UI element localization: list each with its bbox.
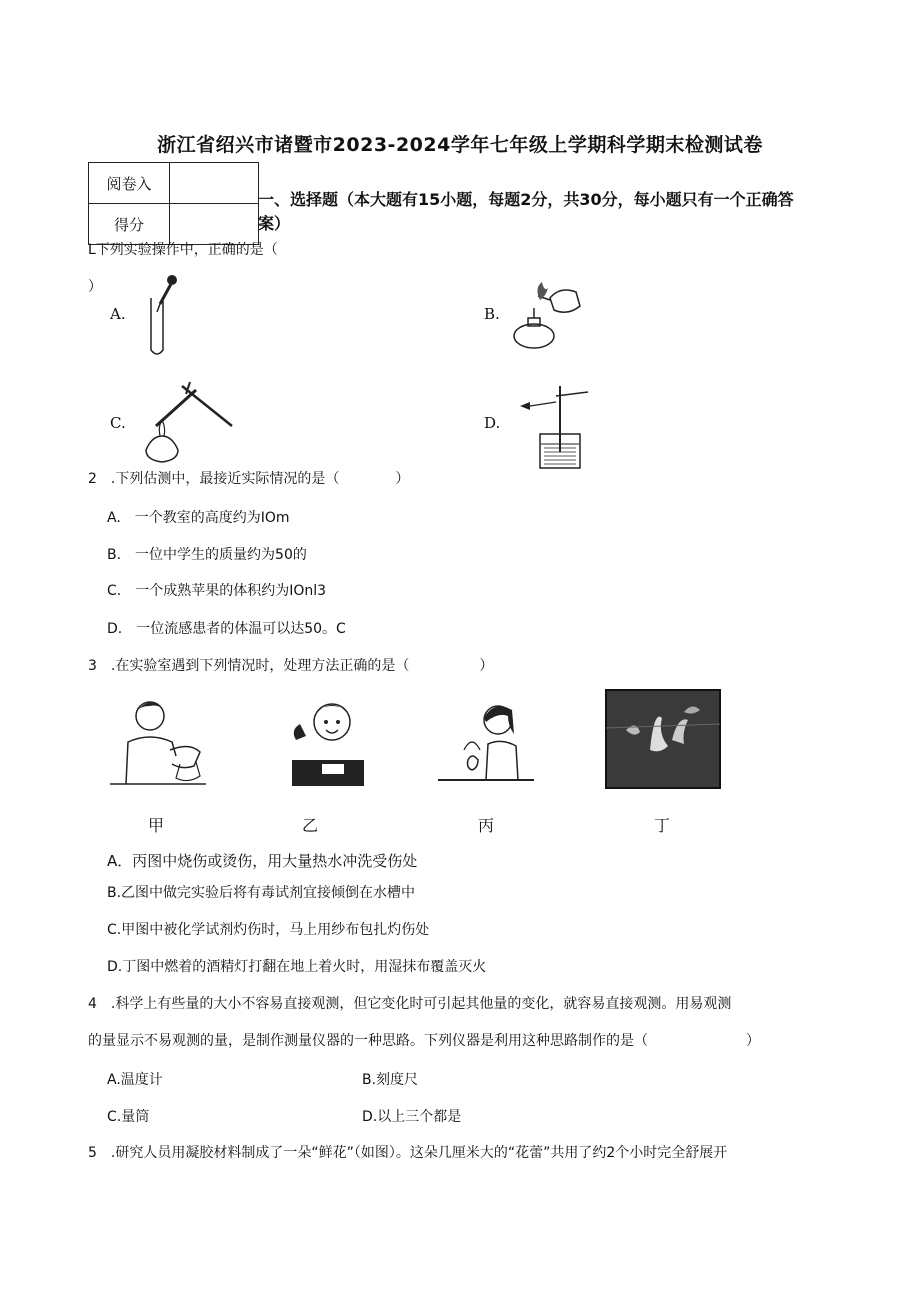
- reviewer-label: 阅卷入: [89, 163, 170, 204]
- score-cell: [170, 204, 259, 245]
- section-heading-line1: 一、选择题（本大题有15小题，每题2分，共30分，每小题只有一个正确答: [258, 190, 794, 209]
- q1-stem-close: ）: [88, 279, 102, 295]
- q4-stem-line1: 4 .科学上有些量的大小不容易直接观测，但它变化时可引起其他量的变化，就容易直接观测。用易观测: [88, 996, 732, 1012]
- q2-option-d: D. 一位流感患者的体温可以达50。C: [107, 621, 346, 637]
- q3-option-d: D.丁图中燃着的酒精灯打翻在地上着火时，用湿抹布覆盖灭火: [107, 959, 487, 975]
- q2-option-b: B. 一位中学生的质量约为50的: [107, 547, 307, 563]
- score-table: [88, 162, 259, 245]
- girl-heating-image: [438, 694, 534, 790]
- beaker-thermometer-figure: [516, 382, 596, 470]
- q4-option-a: A.温度计: [107, 1072, 163, 1088]
- boy-pouring-reagent-image: [288, 694, 368, 790]
- alcohol-lamp-lighting-figure: [512, 278, 586, 354]
- q5-stem: 5 .研究人员用凝胶材料制成了一朵“鲜花”（如图）。这朵几厘米大的“花蕾”共用了约2个小时完全舒展开: [88, 1145, 728, 1161]
- q2-option-a: A. 一个教室的高度约为IOm: [107, 510, 290, 526]
- q1-option-a-label: A.: [110, 305, 126, 323]
- alcohol-fire-photo: [606, 690, 720, 788]
- q1-option-c-label: C.: [110, 414, 126, 432]
- page-title: 浙江省绍兴市诸暨市2023-2024学年七年级上学期科学期末检测试卷: [157, 134, 763, 156]
- caption-jia: 甲: [148, 816, 165, 835]
- reviewer-cell: [170, 163, 259, 204]
- heating-test-tube-figure: [138, 380, 236, 466]
- caption-ding: 丁: [654, 816, 671, 835]
- q4-option-c: C.量筒: [107, 1109, 150, 1125]
- q3-option-c: C.甲图中被化学试剂灼伤时，马上用纱布包扎灼伤处: [107, 922, 430, 938]
- q3-stem: 3 .在实验室遇到下列情况时，处理方法正确的是（ ）: [88, 658, 494, 674]
- q1-option-b-label: B.: [484, 305, 500, 323]
- q3-option-a: A．丙图中烧伤或烫伤，用大量热水冲洗受伤处: [107, 852, 418, 870]
- q2-stem: 2 .下列估测中，最接近实际情况的是（ ）: [88, 471, 410, 487]
- caption-bing: 丙: [478, 816, 495, 835]
- caption-yi: 乙: [302, 816, 319, 835]
- dropper-test-tube-figure: [140, 272, 190, 358]
- q1-option-d-label: D.: [484, 414, 501, 432]
- q3-option-b: B.乙图中做完实验后将有毒试剂宜接倾倒在水槽中: [107, 885, 416, 901]
- q2-option-c: C. 一个成熟苹果的体积约为IOnl3: [107, 583, 327, 599]
- q4-option-b: B.刻度尺: [362, 1072, 419, 1088]
- boy-washing-hands-image: [110, 694, 206, 790]
- q4-option-d: D.以上三个都是: [362, 1109, 462, 1125]
- score-label: 得分: [89, 204, 170, 245]
- q4-stem-line2: 的量显示不易观测的量，是制作测量仪器的一种思路。下列仪器是利用这种思路制作的是（ ）: [88, 1033, 760, 1049]
- q1-stem: L下列实验操作中，正确的是（: [88, 242, 278, 258]
- section-heading-line2: 案）: [258, 214, 291, 233]
